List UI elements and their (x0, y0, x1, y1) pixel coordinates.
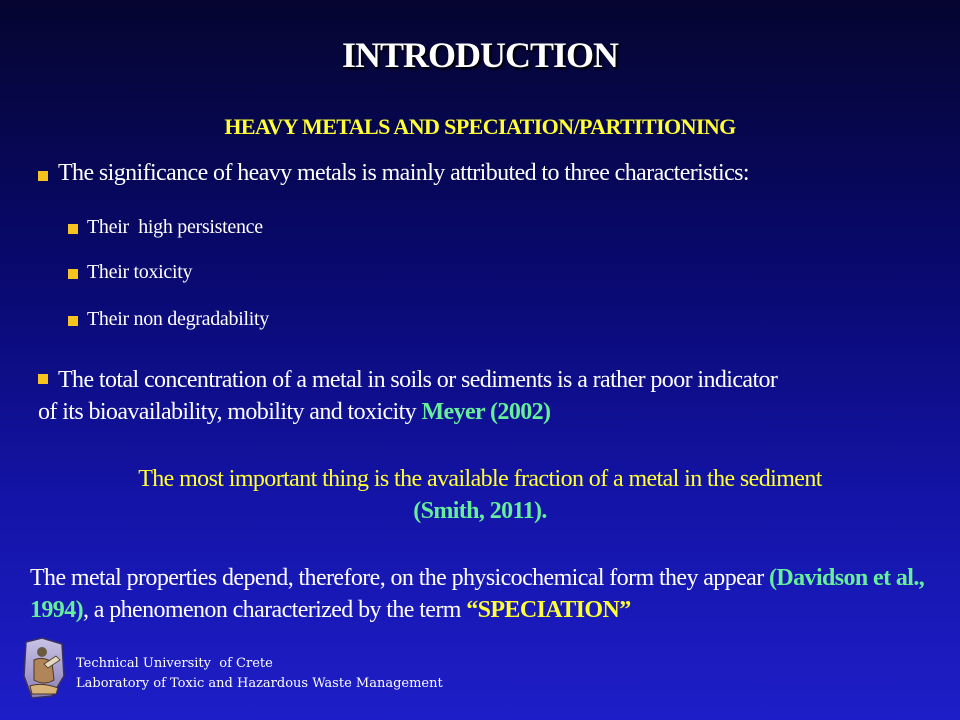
bullet-significance (38, 160, 749, 187)
bullet-text-line1: The total concentration of a metal in soils or sediments is a rather poor indicator (58, 367, 778, 393)
speciation-statement (30, 562, 950, 626)
bullet-square-icon (68, 269, 78, 279)
bullet-square-icon (68, 224, 78, 234)
bullet-text-line2-text: of its bioavailability, mobility and toxicity (38, 399, 422, 425)
sub-bullet-text: Their toxicity (87, 261, 193, 283)
bullet-square-icon (38, 171, 48, 181)
speciation-term: “SPECIATION” (466, 597, 631, 623)
footer-text (76, 654, 443, 694)
university-seal-icon (22, 636, 66, 700)
key-quote (0, 463, 960, 527)
bullet-square-icon (68, 316, 78, 326)
quote-text: The most important thing is the available fraction of a metal in the sediment (138, 466, 822, 492)
slide-title: INTRODUCTION (341, 35, 619, 75)
bullet-text-block (38, 364, 778, 428)
bullet-square-icon (38, 374, 48, 384)
sub-bullet-text: Their non degradability (87, 308, 269, 330)
sub-bullet-degradability (68, 308, 269, 331)
bullet-text-line2 (38, 396, 777, 428)
citation-davidson: (Davidson et al., 1994) (30, 565, 925, 623)
statement-text2: , a phenomenon characterized by the term (83, 597, 467, 623)
laboratory-name: Laboratory of Toxic and Hazardous Waste Management (76, 676, 443, 691)
citation-smith: (Smith, 2011). (413, 498, 547, 524)
bullet-total-concentration (38, 364, 777, 428)
statement-text1: The metal properties depend, therefore, on the physicochemical form they appear (30, 565, 770, 591)
institution-name: Technical University of Crete (76, 656, 273, 671)
sub-bullet-persistence (68, 216, 263, 239)
slide-subtitle: HEAVY METALS AND SPECIATION/PARTITIONING (224, 114, 736, 139)
sub-bullet-toxicity (68, 261, 192, 284)
sub-bullet-text: Their high persistence (87, 216, 263, 238)
citation-meyer: Meyer (2002) (421, 399, 551, 425)
bullet-text: The significance of heavy metals is mainly attributed to three characteristics: (58, 160, 749, 186)
footer (22, 636, 443, 700)
